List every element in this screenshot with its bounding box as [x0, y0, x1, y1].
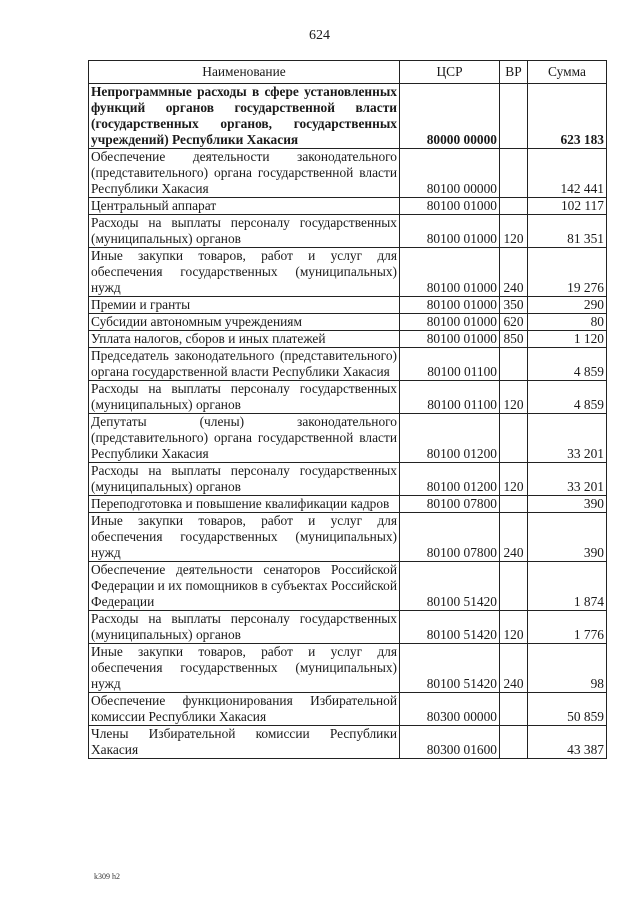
cell-sum: 4 859 [528, 381, 607, 414]
cell-vr: 120 [500, 611, 528, 644]
cell-sum: 19 276 [528, 248, 607, 297]
cell-vr: 120 [500, 463, 528, 496]
budget-table [88, 60, 607, 759]
cell-name: Расходы на выплаты персоналу государственных (муниципальных) органов [89, 381, 400, 414]
cell-vr: 240 [500, 248, 528, 297]
cell-sum: 390 [528, 496, 607, 513]
cell-sum: 1 874 [528, 562, 607, 611]
cell-sum: 81 351 [528, 215, 607, 248]
cell-vr: 350 [500, 297, 528, 314]
cell-csr: 80100 07800 [400, 496, 500, 513]
cell-name: Председатель законодательного (представительного) органа государственной власти Республики Хакасия [89, 348, 400, 381]
cell-name: Иные закупки товаров, работ и услуг для обеспечения государственных (муниципальных) нужд [89, 513, 400, 562]
cell-sum: 4 859 [528, 348, 607, 381]
cell-sum: 43 387 [528, 726, 607, 759]
table-row [89, 513, 607, 562]
cell-csr: 80000 00000 [400, 84, 500, 149]
cell-vr [500, 562, 528, 611]
table-row [89, 693, 607, 726]
cell-name: Уплата налогов, сборов и иных платежей [89, 331, 400, 348]
cell-vr: 620 [500, 314, 528, 331]
cell-sum: 1 776 [528, 611, 607, 644]
cell-csr: 80100 51420 [400, 644, 500, 693]
table-row [89, 644, 607, 693]
cell-csr: 80100 01100 [400, 381, 500, 414]
header-csr: ЦСР [400, 61, 500, 84]
cell-name: Депутаты (члены) законодательного (представительного) органа государственной власти Республики Хакасия [89, 414, 400, 463]
table-row [89, 248, 607, 297]
cell-sum: 80 [528, 314, 607, 331]
cell-sum: 98 [528, 644, 607, 693]
table-row [89, 348, 607, 381]
cell-vr [500, 348, 528, 381]
table-row [89, 463, 607, 496]
cell-vr [500, 414, 528, 463]
cell-csr: 80100 01100 [400, 348, 500, 381]
cell-name: Члены Избирательной комиссии Республики Хакасия [89, 726, 400, 759]
table-row [89, 381, 607, 414]
cell-csr: 80100 01000 [400, 297, 500, 314]
cell-sum: 390 [528, 513, 607, 562]
table-body [89, 84, 607, 759]
cell-name: Непрограммные расходы в сфере установленных функций органов государственной власти (государственных органов, государственных учреждений) Республики Хакасия [89, 84, 400, 149]
cell-sum: 33 201 [528, 463, 607, 496]
table-row [89, 84, 607, 149]
cell-vr [500, 149, 528, 198]
cell-sum: 142 441 [528, 149, 607, 198]
table-row [89, 297, 607, 314]
cell-vr: 120 [500, 215, 528, 248]
table-row [89, 496, 607, 513]
cell-csr: 80100 01000 [400, 198, 500, 215]
cell-csr: 80300 00000 [400, 693, 500, 726]
cell-vr [500, 198, 528, 215]
table-row [89, 562, 607, 611]
cell-csr: 80100 01000 [400, 215, 500, 248]
footer-code: k309 h2 [94, 872, 120, 881]
cell-name: Обеспечение деятельности сенаторов Российской Федерации и их помощников в субъектах Российской Федерации [89, 562, 400, 611]
cell-csr: 80100 01000 [400, 248, 500, 297]
cell-name: Премии и гранты [89, 297, 400, 314]
page-number: 624 [309, 28, 330, 43]
cell-name: Иные закупки товаров, работ и услуг для обеспечения государственных (муниципальных) нужд [89, 248, 400, 297]
cell-csr: 80100 01200 [400, 463, 500, 496]
table-row [89, 215, 607, 248]
header-name: Наименование [89, 61, 400, 84]
cell-name: Иные закупки товаров, работ и услуг для обеспечения государственных (муниципальных) нужд [89, 644, 400, 693]
cell-name: Переподготовка и повышение квалификации кадров [89, 496, 400, 513]
cell-name: Обеспечение деятельности законодательного (представительного) органа государственной власти Республики Хакасия [89, 149, 400, 198]
cell-vr [500, 693, 528, 726]
cell-csr: 80100 01000 [400, 314, 500, 331]
cell-name: Субсидии автономным учреждениям [89, 314, 400, 331]
table-row [89, 198, 607, 215]
cell-csr: 80100 01000 [400, 331, 500, 348]
cell-vr: 240 [500, 644, 528, 693]
cell-sum: 33 201 [528, 414, 607, 463]
cell-vr [500, 496, 528, 513]
cell-csr: 80100 51420 [400, 562, 500, 611]
header-sum: Сумма [528, 61, 607, 84]
table-row [89, 414, 607, 463]
table-row [89, 331, 607, 348]
table-row [89, 149, 607, 198]
cell-csr: 80100 00000 [400, 149, 500, 198]
cell-vr: 850 [500, 331, 528, 348]
cell-name: Расходы на выплаты персоналу государственных (муниципальных) органов [89, 215, 400, 248]
cell-name: Расходы на выплаты персоналу государственных (муниципальных) органов [89, 611, 400, 644]
cell-vr [500, 84, 528, 149]
cell-csr: 80100 07800 [400, 513, 500, 562]
cell-sum: 1 120 [528, 331, 607, 348]
cell-name: Обеспечение функционирования Избирательной комиссии Республики Хакасия [89, 693, 400, 726]
cell-csr: 80100 51420 [400, 611, 500, 644]
cell-name: Центральный аппарат [89, 198, 400, 215]
cell-sum: 290 [528, 297, 607, 314]
table-row [89, 611, 607, 644]
table-row [89, 314, 607, 331]
cell-vr [500, 726, 528, 759]
cell-vr: 120 [500, 381, 528, 414]
table-header-row [89, 61, 607, 84]
cell-sum: 623 183 [528, 84, 607, 149]
cell-name: Расходы на выплаты персоналу государственных (муниципальных) органов [89, 463, 400, 496]
cell-sum: 50 859 [528, 693, 607, 726]
cell-csr: 80100 01200 [400, 414, 500, 463]
header-vr: ВР [500, 61, 528, 84]
table-row [89, 726, 607, 759]
cell-vr: 240 [500, 513, 528, 562]
cell-csr: 80300 01600 [400, 726, 500, 759]
cell-sum: 102 117 [528, 198, 607, 215]
